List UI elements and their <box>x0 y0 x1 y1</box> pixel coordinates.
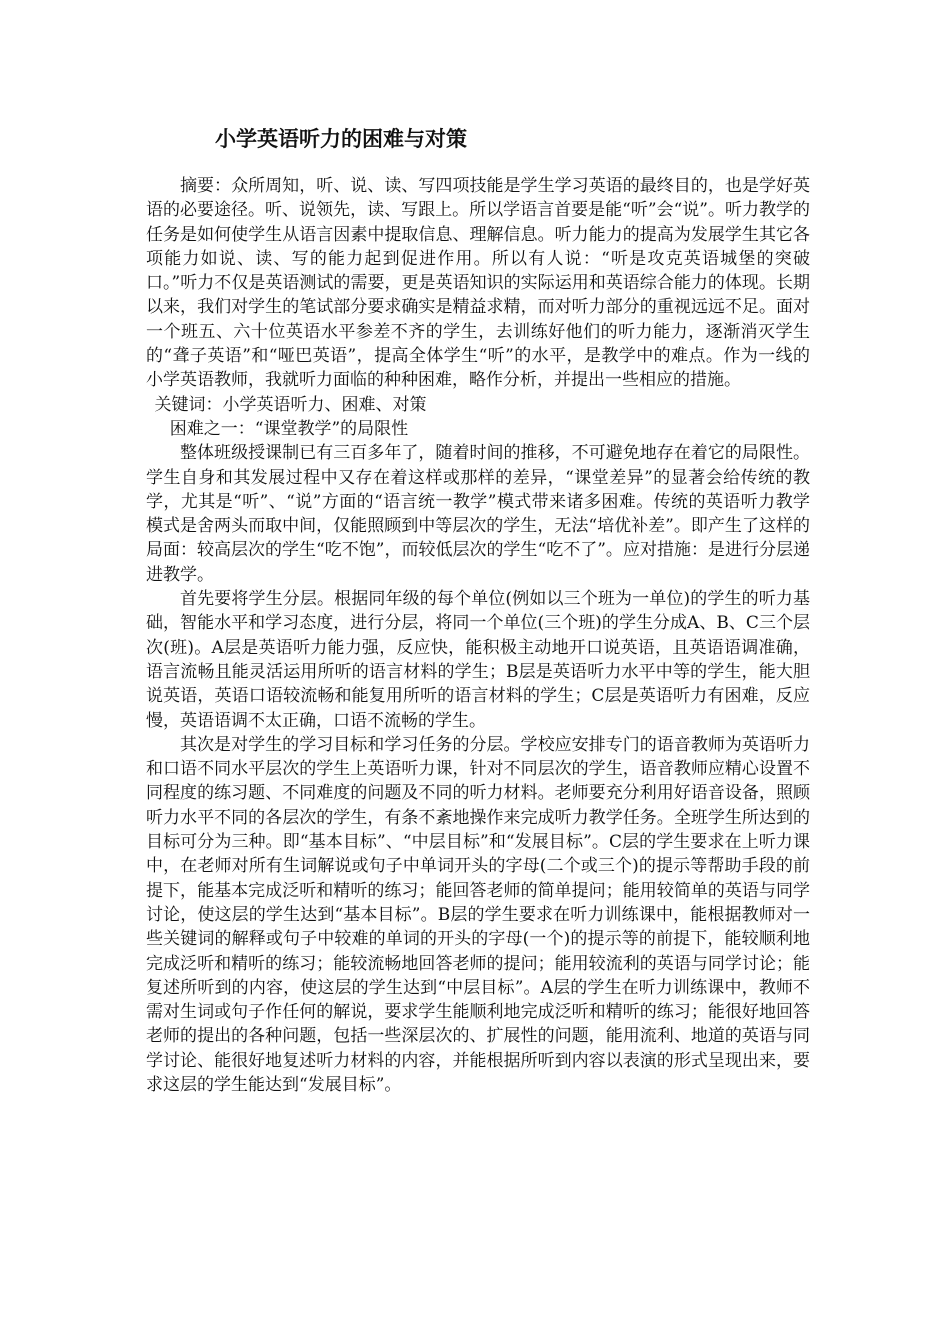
section-heading: 困难之一：“课堂教学”的局限性 <box>169 418 409 439</box>
abstract-paragraph: 摘要：众所周知，听、说、读、写四项技能是学生学习英语的最终目的，也是学好英语的必要途径。听、说领先，读、写跟上。所以学语言首要是能“听”会“说”。听力教学的任务是如何使学生从语言因素中提取信息、理解信息。听力能力的提高为发展学生其它各项能力如说、读、写的能力起到促进作用。所以有人说：“听是攻克英语城堡的突破口。”听力不仅是英语测试的需要，更是英语知识的实际运用和英语综合能力的体现。长期以来，我们对学生的笔试部分要求确实是精益求精，而对听力部分的重视远远不足。面对一个班五、六十位英语水平参差不齐的学生，去训练好他们的听力能力，逐渐消灭学生的“聋子英语”和“哑巴英语”，提高全体学生“听”的水平，是教学中的难点。作为一线的小学英语教师，我就听力面临的种种困难，略作分析，并提出一些相应的措施。 <box>146 176 810 391</box>
body-paragraph: 整体班级授课制已有三百多年了，随着时间的推移，不可避免地存在着它的局限性。学生自身和其发展过程中又存在着这样或那样的差异，“课堂差异”的显著会给传统的教学，尤其是“听”、“说”方面的“语言统一教学”模式带来诸多困难。传统的英语听力教学模式是舍两头而取中间，仅能照顾到中等层次的学生，无法“培优补差”。即产生了这样的局面：较高层次的学生“吃不饱”，而较低层次的学生“吃不了”。应对措施：是进行分层递进教学。 <box>146 443 810 585</box>
body-paragraph: 其次是对学生的学习目标和学习任务的分层。学校应安排专门的语音教师为英语听力和口语不同水平层次的学生上英语听力课，针对不同层次的学生，语音教师应精心设置不同程度的练习题、不同难度的问题及不同的听力材料。老师要充分利用好语音设备，照顾听力水平不同的各层次的学生，有条不紊地操作来完成听力教学任务。全班学生所达到的目标可分为三种。即“基本目标”、“中层目标”和“发展目标”。C层的学生要求在上听力课中，在老师对所有生词解说或句子中单词开头的字母(二个或三个)的提示等帮助手段的前提下，能基本完成泛听和精听的练习；能回答老师的简单提问；能用较简单的英语与同学讨论，使这层的学生达到“基本目标”。B层的学生要求在听力训练课中，能根据教师对一些关键词的解释或句子中较难的单词的开头的字母(一个)的提示等的前提下，能较顺利地完成泛听和精听的练习；能较流畅地回答老师的提问；能用较流利的英语与同学讨论；能复述所听到的内容，使这层的学生达到“中层目标”。A层的学生在听力训练课中，教师不需对生词或句子作任何的解说，要求学生能顺利地完成泛听和精听的练习；能很好地回答老师的提出的各种问题，包括一些深层次的、扩展性的问题，能用流利、地道的英语与同学讨论、能很好地复述听力材料的内容，并能根据所听到内容以表演的形式呈现出来，要求这层的学生能达到“发展目标”。 <box>146 734 810 1095</box>
document-body <box>146 174 810 1097</box>
keywords-line: 关键词：小学英语听力、困难、对策 <box>154 394 427 415</box>
body-paragraph: 首先要将学生分层。根据同年级的每个单位(例如以三个班为一单位)的学生的听力基础，智能水平和学习态度，进行分层，将同一个单位(三个班)的学生分成A、B、C三个层次(班)。A层是英语听力能力强，反应快，能积极主动地开口说英语，且英语语调准确，语言流畅且能灵活运用所听的语言材料的学生；B层是英语听力水平中等的学生，能大胆说英语，英语口语较流畅和能复用所听的语言材料的学生；C层是英语听力有困难，反应慢，英语语调不太正确，口语不流畅的学生。 <box>146 589 810 731</box>
document-title: 小学英语听力的困难与对策 <box>215 127 467 151</box>
